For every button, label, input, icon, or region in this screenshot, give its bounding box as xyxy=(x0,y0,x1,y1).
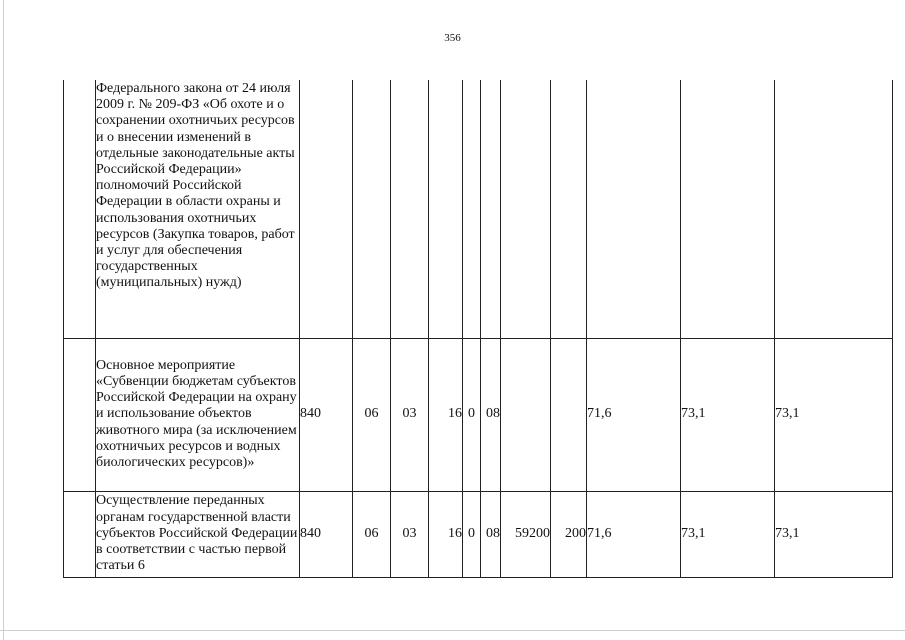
expense-type-cell: 200 xyxy=(551,491,587,577)
program-code-cell xyxy=(429,80,463,338)
amount-year-1-cell xyxy=(587,80,681,338)
subprogram-code-cell: 0 xyxy=(463,338,481,491)
amount-year-1-cell: 71,6 xyxy=(587,338,681,491)
activity-code-cell xyxy=(481,80,501,338)
section-code-cell xyxy=(353,80,391,338)
table-row xyxy=(64,491,893,577)
subsection-code-cell: 03 xyxy=(391,338,429,491)
budget-table xyxy=(63,80,893,578)
scan-bottom-edge xyxy=(0,630,905,631)
row-number-cell xyxy=(64,80,96,338)
expense-type-cell xyxy=(551,338,587,491)
direction-code-cell: 59200 xyxy=(501,491,551,577)
amount-year-3-cell: 73,1 xyxy=(775,491,893,577)
row-number-cell xyxy=(64,491,96,577)
table-row xyxy=(64,338,893,491)
row-description: Осуществление переданных органам государственной власти субъектов Российской Федерации в соответствии с частью первой статьи 6 xyxy=(96,491,300,577)
ministry-code-cell xyxy=(300,80,353,338)
row-description: Федерального закона от 24 июля 2009 г. № 209-ФЗ «Об охоте и о сохранении охотничьих ресурсов и о внесении изменений в отдельные законодательные акты Российской Федерации» полномочий Российской Федерации в области охраны и использования охотничьих ресурсов (Закупка товаров, работ и услуг для обеспечения государственных (муниципальных) нужд) xyxy=(96,80,300,338)
table-row xyxy=(64,80,893,338)
subsection-code-cell: 03 xyxy=(391,491,429,577)
subprogram-code-cell: 0 xyxy=(463,491,481,577)
expense-type-cell xyxy=(551,80,587,338)
section-code-cell: 06 xyxy=(353,338,391,491)
amount-year-2-cell: 73,1 xyxy=(681,338,775,491)
program-code-cell: 16 xyxy=(429,491,463,577)
row-number-cell xyxy=(64,338,96,491)
ministry-code-cell: 840 xyxy=(300,338,353,491)
activity-code-cell: 08 xyxy=(481,338,501,491)
row-description: Основное мероприятие «Субвенции бюджетам субъектов Российской Федерации на охрану и использование объектов животного мира (за исключением охотничьих ресурсов и водных биологических ресурсов)» xyxy=(96,338,300,491)
section-code-cell: 06 xyxy=(353,491,391,577)
page-number: 356 xyxy=(444,32,461,44)
subprogram-code-cell xyxy=(463,80,481,338)
amount-year-1-cell: 71,6 xyxy=(587,491,681,577)
scan-left-edge xyxy=(3,0,4,640)
activity-code-cell: 08 xyxy=(481,491,501,577)
amount-year-3-cell xyxy=(775,80,893,338)
amount-year-3-cell: 73,1 xyxy=(775,338,893,491)
ministry-code-cell: 840 xyxy=(300,491,353,577)
subsection-code-cell xyxy=(391,80,429,338)
amount-year-2-cell xyxy=(681,80,775,338)
amount-year-2-cell: 73,1 xyxy=(681,491,775,577)
direction-code-cell xyxy=(501,80,551,338)
direction-code-cell xyxy=(501,338,551,491)
program-code-cell: 16 xyxy=(429,338,463,491)
